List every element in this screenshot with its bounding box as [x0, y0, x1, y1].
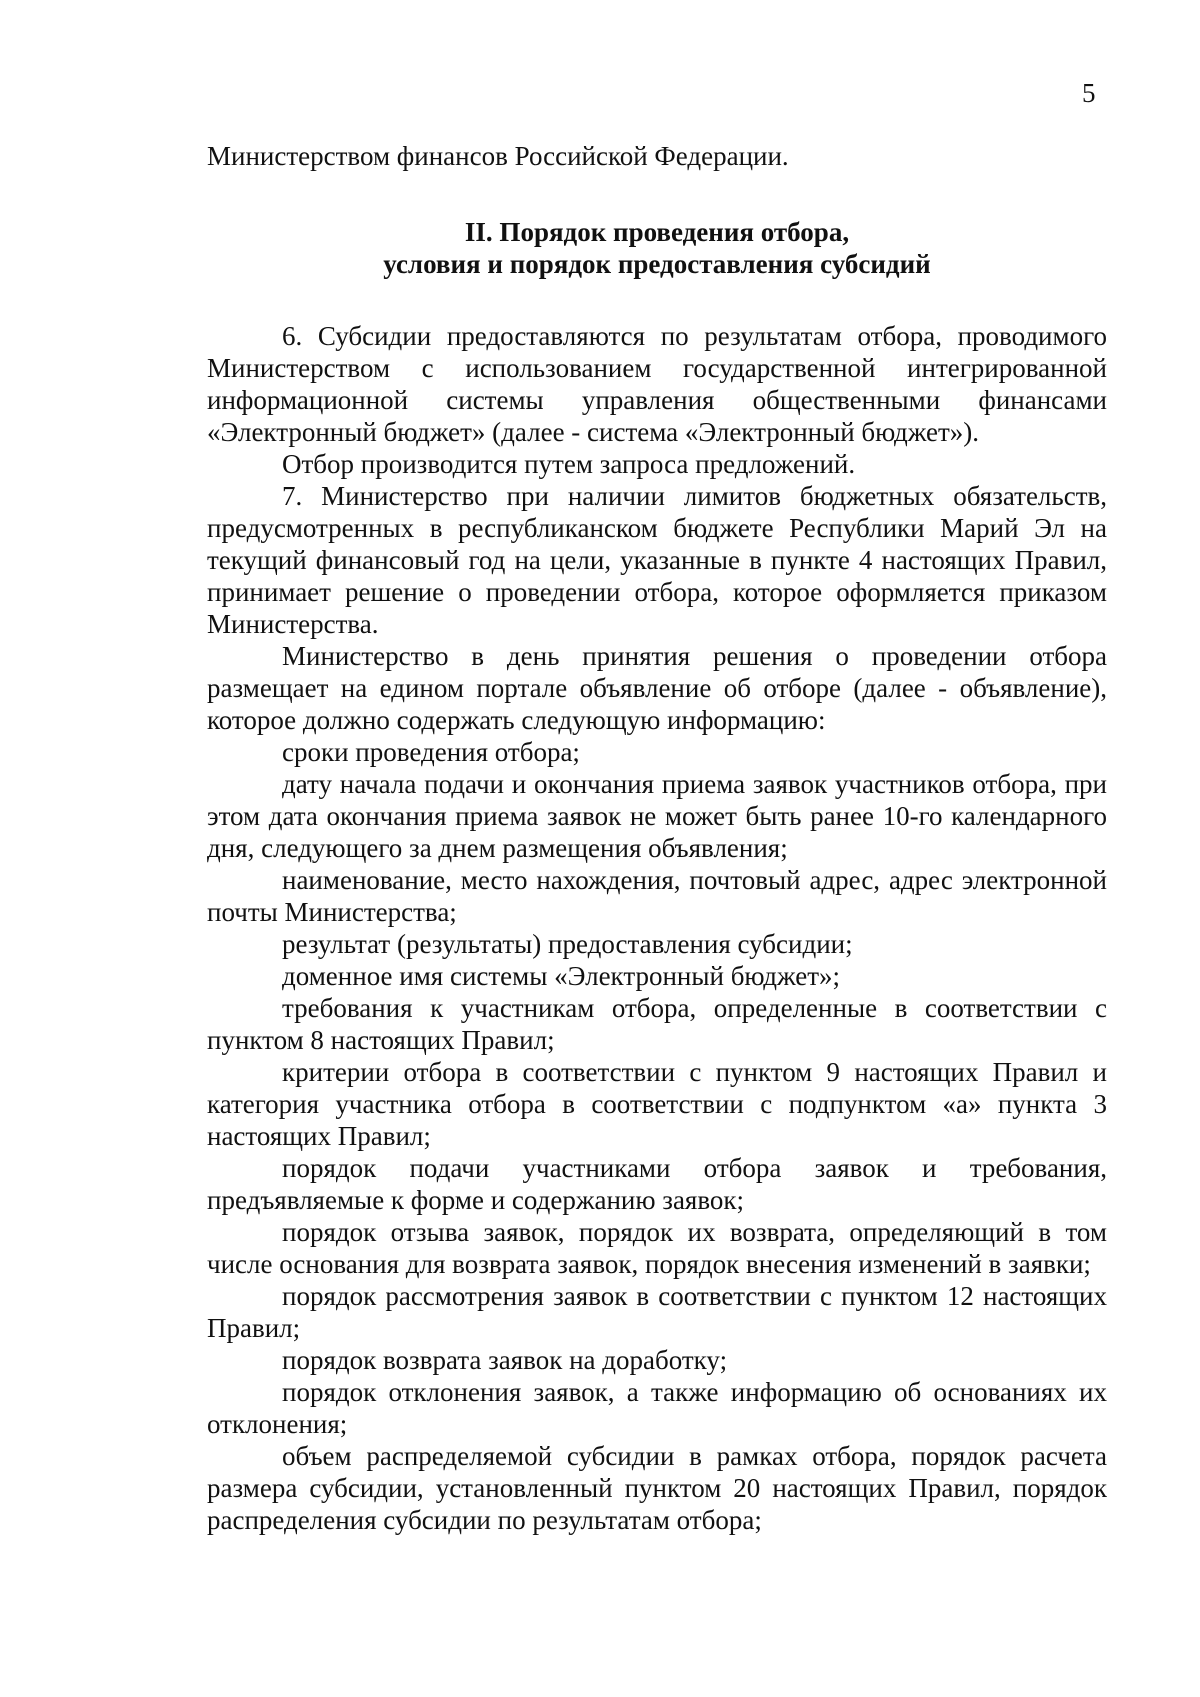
- paragraph: 7. Министерство при наличии лимитов бюджетных обязательств, предусмотренных в республиканском бюджете Республики Марий Эл на текущий финансовый год на цели, указанные в пункте 4 настоящих Правил, принимает решение о проведении отбора, которое оформляется приказом Министерства.: [207, 481, 1107, 639]
- paragraph: Министерство в день принятия решения о проведении отбора размещает на едином портале объявление об отборе (далее - объявление), которое должно содержать следующую информацию:: [207, 641, 1107, 735]
- list-item: дату начала подачи и окончания приема заявок участников отбора, при этом дата окончания приема заявок не может быть ранее 10-го календарного дня, следующего за днем размещения объявления;: [207, 769, 1107, 863]
- intro-line: Министерством финансов Российской Федерации.: [207, 141, 789, 171]
- page-number: 5: [1082, 78, 1096, 108]
- list-item: порядок возврата заявок на доработку;: [282, 1345, 728, 1375]
- list-item: объем распределяемой субсидии в рамках отбора, порядок расчета размера субсидии, установленный пунктом 20 настоящих Правил, порядок распределения субсидии по результатам отбора;: [207, 1441, 1107, 1535]
- list-item: сроки проведения отбора;: [282, 737, 580, 767]
- list-item: порядок рассмотрения заявок в соответствии с пунктом 12 настоящих Правил;: [207, 1281, 1107, 1343]
- document-body: [207, 140, 1107, 1536]
- section-title-line-1: II. Порядок проведения отбора,: [464, 217, 850, 247]
- list-item: порядок отклонения заявок, а также информацию об основаниях их отклонения;: [207, 1377, 1107, 1439]
- list-item: критерии отбора в соответствии с пунктом 9 настоящих Правил и категория участника отбора в соответствии с подпунктом «а» пункта 3 настоящих Правил;: [207, 1057, 1107, 1151]
- section-title: [207, 216, 1107, 280]
- paragraph: Отбор производится путем запроса предложений.: [282, 449, 856, 479]
- paragraph: 6. Субсидии предоставляются по результатам отбора, проводимого Министерством с использованием государственной интегрированной информационной системы управления общественными финансами «Электронный бюджет» (далее - система «Электронный бюджет»).: [207, 321, 1107, 447]
- list-item: порядок подачи участниками отбора заявок и требования, предъявляемые к форме и содержанию заявок;: [207, 1153, 1107, 1215]
- list-item: результат (результаты) предоставления субсидии;: [282, 929, 853, 959]
- list-item: доменное имя системы «Электронный бюджет»;: [282, 961, 841, 991]
- section-title-line-2: условия и порядок предоставления субсидий: [383, 249, 931, 279]
- list-item: наименование, место нахождения, почтовый адрес, адрес электронной почты Министерства;: [207, 865, 1107, 927]
- list-item: требования к участникам отбора, определенные в соответствии с пунктом 8 настоящих Правил;: [207, 993, 1107, 1055]
- list-item: порядок отзыва заявок, порядок их возврата, определяющий в том числе основания для возврата заявок, порядок внесения изменений в заявки;: [207, 1217, 1107, 1279]
